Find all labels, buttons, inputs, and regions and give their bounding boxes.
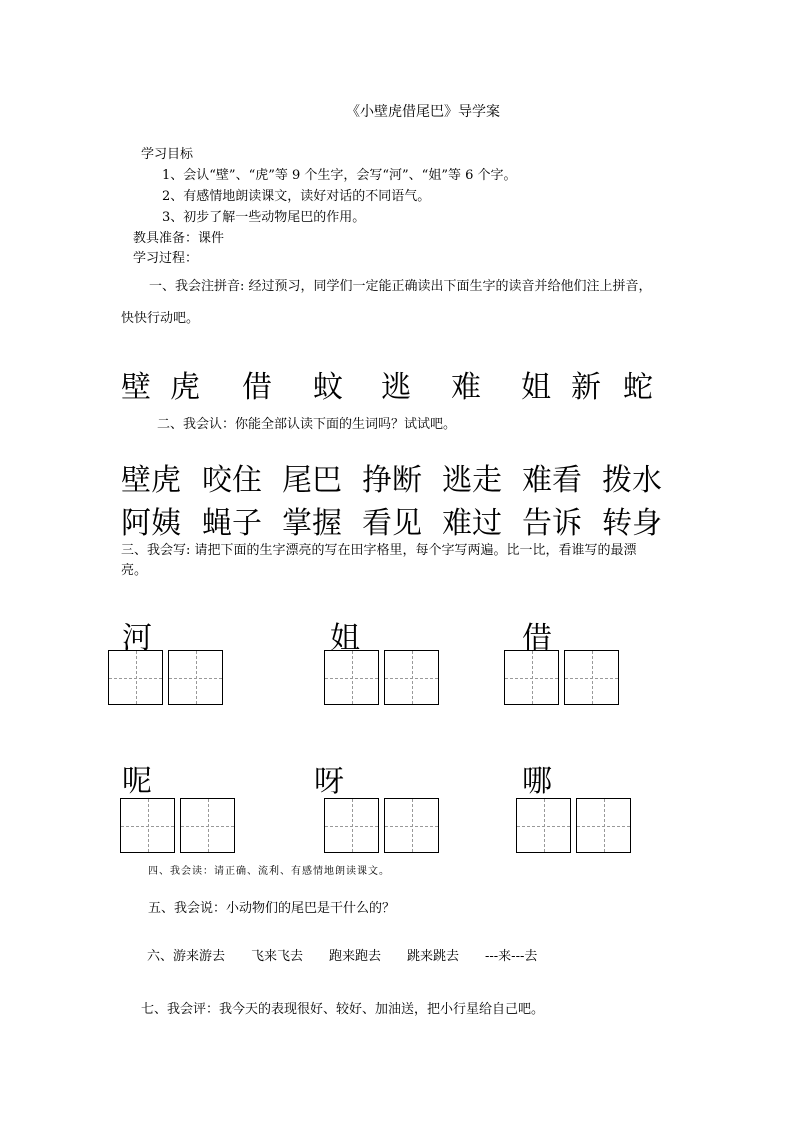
vocab-word: 看见 <box>362 506 422 541</box>
vocab-word: 逃走 <box>442 463 502 498</box>
pinyin-char: 新 <box>571 370 601 405</box>
vocab-word: 拨水 <box>602 463 662 498</box>
goal-item: 1、会认“壁”、“虎”等 9 个生字，会写“河”、“姐”等 6 个字。 <box>162 168 517 183</box>
vocab-word: 阿姨 <box>121 506 181 541</box>
tools-text: 教具准备：课件 <box>133 231 225 246</box>
pinyin-char: 逃 <box>381 370 411 405</box>
goals-heading: 学习目标 <box>141 147 194 162</box>
pinyin-char: 蚊 <box>313 370 343 405</box>
tianzige-box[interactable] <box>324 798 379 853</box>
tianzige-box[interactable] <box>384 650 439 705</box>
pinyin-char: 蛇 <box>623 370 653 405</box>
vocab-word: 壁虎 <box>121 463 181 498</box>
pinyin-char: 壁 <box>121 370 151 405</box>
section1-instruction: 一、我会注拼音: 经过预习，同学们一定能正确读出下面生字的读音并给他们注上拼音， <box>149 279 652 294</box>
vocab-word: 尾巴 <box>282 463 342 498</box>
vocab-word: 告诉 <box>522 506 582 541</box>
process-text: 学习过程： <box>133 251 199 266</box>
vocab-word: 挣断 <box>362 463 422 498</box>
write-char: 呢 <box>122 764 152 799</box>
section3-instruction: 三、我会写: 请把下面的生字漂亮的写在田字格里，每个字写两遍。比一比，看谁写的最漂 <box>121 543 637 558</box>
write-char: 借 <box>522 621 552 656</box>
write-char: 姐 <box>330 621 360 656</box>
tianzige-box[interactable] <box>504 650 559 705</box>
tianzige-box[interactable] <box>180 798 235 853</box>
vocab-word: 掌握 <box>282 506 342 541</box>
section7-instruction: 七、我会评：我今天的表现很好、较好、加油送，把小行星给自己吧。 <box>141 1002 545 1017</box>
section2-instruction: 二、我会认：你能全部认读下面的生词吗？试试吧。 <box>157 417 457 432</box>
vocab-word: 蝇子 <box>202 506 262 541</box>
pinyin-char: 难 <box>451 370 481 405</box>
section3-instruction-cont: 亮。 <box>121 563 148 578</box>
tianzige-box[interactable] <box>576 798 631 853</box>
vocab-word: 难看 <box>522 463 582 498</box>
section5-instruction: 五、我会说：小动物们的尾巴是干什么的？ <box>148 901 396 916</box>
goal-item: 3、初步了解一些动物尾巴的作用。 <box>162 210 366 225</box>
pinyin-char: 姐 <box>521 370 551 405</box>
tianzige-box[interactable] <box>564 650 619 705</box>
vocab-word: 咬住 <box>202 463 262 498</box>
vocab-word: 难过 <box>442 506 502 541</box>
write-char: 呀 <box>314 764 344 799</box>
tianzige-box[interactable] <box>516 798 571 853</box>
tianzige-box[interactable] <box>168 650 223 705</box>
section1-instruction-cont: 快快行动吧。 <box>121 311 200 326</box>
goal-item: 2、有感情地朗读课文，读好对话的不同语气。 <box>162 189 431 204</box>
pinyin-char: 借 <box>242 370 272 405</box>
write-char: 河 <box>122 621 152 656</box>
section4-instruction: 四、我会读：请正确、流利、有感情地朗读课文。 <box>148 866 390 877</box>
pinyin-char: 虎 <box>170 370 200 405</box>
tianzige-box[interactable] <box>108 650 163 705</box>
section6-instruction: 六、游来游去 飞来飞去 跑来跑去 跳来跳去 ---来---去 <box>147 949 538 964</box>
tianzige-box[interactable] <box>324 650 379 705</box>
tianzige-box[interactable] <box>384 798 439 853</box>
write-char: 哪 <box>522 764 552 799</box>
vocab-word: 转身 <box>602 506 662 541</box>
tianzige-box[interactable] <box>120 798 175 853</box>
page-title: 《小壁虎借尾巴》导学案 <box>346 104 500 120</box>
